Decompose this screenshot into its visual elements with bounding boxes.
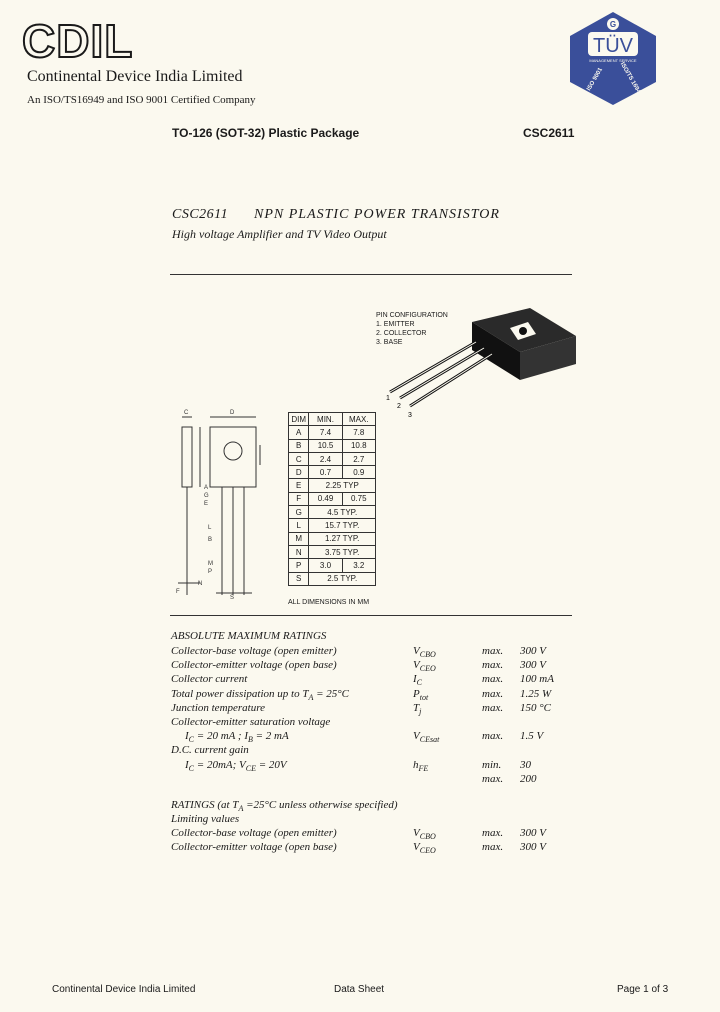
dim-letter: A bbox=[289, 426, 309, 439]
rating-value: 100 mA bbox=[520, 673, 554, 686]
rating-parameter: Collector-emitter voltage (open base) bbox=[171, 659, 337, 672]
rating-parameter: D.C. current gain bbox=[171, 744, 249, 757]
dim-label-a: A bbox=[204, 485, 209, 491]
dim-typical: 2.5 TYP. bbox=[309, 572, 376, 585]
tuv-certification-badge bbox=[568, 10, 658, 106]
rating-limit: max. bbox=[482, 730, 504, 743]
rating-parameter: Collector-base voltage (open emitter) bbox=[171, 827, 337, 840]
dimension-table-header bbox=[289, 413, 376, 426]
dim-header-max: MAX. bbox=[342, 413, 375, 426]
rating-limit: max. bbox=[482, 687, 504, 700]
rating-symbol: $T_j$ bbox=[413, 701, 422, 716]
footer-page-number: Page 1 of 3 bbox=[617, 984, 669, 995]
dimension-row bbox=[289, 559, 376, 572]
dimension-row bbox=[289, 572, 376, 585]
rating-parameter: $I_C = 20mA$; $V_{CE} = 20V$ bbox=[185, 758, 287, 773]
header-part-number: CSC2611 bbox=[523, 126, 575, 140]
dim-max: 3.2 bbox=[342, 559, 375, 572]
rating-value: 300 V bbox=[520, 827, 546, 840]
rating-value: 1.5 V bbox=[520, 730, 544, 743]
ratings-heading: RATINGS (at $T_A =25^\circ C$ unless otherwise specified) bbox=[171, 799, 398, 814]
dim-max: 2.7 bbox=[342, 452, 375, 465]
dim-min: 0.49 bbox=[309, 492, 342, 505]
dim-label-g: G bbox=[204, 493, 209, 499]
rating-symbol: $h_{FE}$ bbox=[413, 758, 429, 773]
dim-letter: E bbox=[289, 479, 309, 492]
title-description: NPN PLASTIC POWER TRANSISTOR bbox=[254, 207, 500, 222]
rating-parameter: $I_C = 20$ mA ; $I_B = 2$ mA bbox=[185, 730, 289, 745]
package-3d-drawing bbox=[380, 300, 580, 430]
rating-symbol: $V_{CEO}$ bbox=[413, 841, 436, 856]
dim-letter: L bbox=[289, 519, 309, 532]
dim-typical: 4.5 TYP. bbox=[309, 506, 376, 519]
rating-value: 200 bbox=[520, 772, 537, 785]
dim-max: 0.9 bbox=[342, 466, 375, 479]
rating-value: 300 V bbox=[520, 659, 546, 672]
dim-max: 0.75 bbox=[342, 492, 375, 505]
rating-symbol: $V_{CBO}$ bbox=[413, 645, 436, 660]
dim-typical: 15.7 TYP. bbox=[309, 519, 376, 532]
rating-parameter: Limiting values bbox=[171, 813, 240, 825]
rating-row bbox=[0, 841, 720, 855]
rating-symbol: $I_C$ bbox=[413, 673, 423, 688]
dimension-note: ALL DIMENSIONS IN MM bbox=[288, 599, 370, 606]
dimension-row bbox=[289, 466, 376, 479]
dim-label-m: M bbox=[208, 561, 213, 567]
dim-letter: D bbox=[289, 466, 309, 479]
dimension-row bbox=[289, 506, 376, 519]
dimension-row bbox=[289, 452, 376, 465]
rating-limit: max. bbox=[482, 673, 504, 686]
rating-row bbox=[0, 813, 720, 827]
dim-typical: 3.75 TYP. bbox=[309, 545, 376, 558]
dim-letter: G bbox=[289, 506, 309, 519]
dim-max: 7.8 bbox=[342, 426, 375, 439]
dimension-row bbox=[289, 519, 376, 532]
rating-parameter: Collector-base voltage (open emitter) bbox=[171, 645, 337, 657]
rating-row bbox=[0, 716, 720, 730]
svg-text:G: G bbox=[609, 20, 617, 29]
rating-parameter: Total power dissipation up to $T_A = 25^\circ C$ bbox=[171, 687, 349, 702]
pin-config-heading: PIN CONFIGURATION bbox=[376, 312, 448, 319]
dim-label-c: C bbox=[184, 410, 189, 416]
badge-isots16949: ISO/TS 16949 bbox=[618, 61, 643, 98]
rating-value: 30 bbox=[520, 758, 531, 771]
rating-parameter: Collector current bbox=[171, 673, 248, 686]
rating-parameter: Junction temperature bbox=[171, 701, 265, 714]
lead-number-3: 3 bbox=[408, 412, 412, 419]
title-subtitle: High voltage Amplifier and TV Video Output bbox=[172, 227, 387, 241]
pin-2: 2. COLLECTOR bbox=[376, 330, 427, 337]
badge-subtitle: MANAGEMENT SERVICE bbox=[589, 58, 637, 63]
dim-label-f: F bbox=[176, 589, 180, 595]
abs-max-heading: ABSOLUTE MAXIMUM RATINGS bbox=[171, 630, 327, 642]
dim-letter: B bbox=[289, 439, 309, 452]
dimension-drawing bbox=[170, 405, 270, 600]
rating-symbol: $P_{tot}$ bbox=[413, 687, 429, 702]
dim-letter: P bbox=[289, 559, 309, 572]
dim-typical: 1.27 TYP. bbox=[309, 532, 376, 545]
badge-iso9001: ISO 9001 bbox=[586, 67, 605, 92]
dimension-row bbox=[289, 492, 376, 505]
dim-min: 3.0 bbox=[309, 559, 342, 572]
dim-min: 0.7 bbox=[309, 466, 342, 479]
dimension-row bbox=[289, 426, 376, 439]
rating-limit: max. bbox=[482, 659, 504, 672]
rating-value: 300 V bbox=[520, 841, 546, 854]
rating-value: 150 °C bbox=[520, 701, 551, 714]
dimension-row bbox=[289, 545, 376, 558]
rating-limit: max. bbox=[482, 701, 504, 714]
rating-limit: max. bbox=[482, 772, 504, 785]
rating-row bbox=[0, 702, 720, 716]
dim-letter: N bbox=[289, 545, 309, 558]
dim-label-b: B bbox=[208, 537, 213, 543]
rating-row bbox=[0, 645, 720, 659]
dim-label-e: E bbox=[204, 501, 209, 507]
rating-row bbox=[0, 673, 720, 687]
dimension-row bbox=[289, 479, 376, 492]
dim-min: 7.4 bbox=[309, 426, 342, 439]
dim-typical: 2.25 TYP bbox=[309, 479, 376, 492]
rating-row bbox=[0, 730, 720, 744]
dim-label-l: L bbox=[208, 525, 212, 531]
package-name: TO-126 (SOT-32) Plastic Package bbox=[172, 126, 360, 140]
rating-symbol: $V_{CEO}$ bbox=[413, 659, 436, 674]
dim-header-dim: DIM bbox=[289, 413, 309, 426]
rating-parameter: Collector-emitter saturation voltage bbox=[171, 716, 331, 728]
divider-bottom bbox=[170, 615, 572, 616]
rating-limit: max. bbox=[482, 645, 504, 657]
dim-letter: M bbox=[289, 532, 309, 545]
pin-3: 3. BASE bbox=[376, 339, 403, 346]
certification-line: An ISO/TS16949 and ISO 9001 Certified Company bbox=[27, 94, 256, 106]
dim-label-s: S bbox=[230, 595, 235, 600]
company-logo: CDIL bbox=[22, 15, 134, 67]
lead-number-2: 2 bbox=[397, 403, 401, 410]
rating-row bbox=[0, 744, 720, 758]
title-part-number: CSC2611 bbox=[172, 207, 229, 222]
dimension-row bbox=[289, 439, 376, 452]
rating-limit: min. bbox=[482, 758, 502, 771]
pin-1: 1. EMITTER bbox=[376, 321, 415, 328]
dimension-table bbox=[288, 412, 376, 586]
dim-label-p: P bbox=[208, 569, 213, 575]
rating-symbol: $V_{CEsat}$ bbox=[413, 730, 440, 745]
footer-doc-type: Data Sheet bbox=[334, 984, 385, 995]
dimension-row bbox=[289, 532, 376, 545]
rating-symbol: $V_{CBO}$ bbox=[413, 827, 436, 842]
rating-row bbox=[0, 827, 720, 841]
rating-row bbox=[0, 759, 720, 773]
dim-label-n: N bbox=[198, 581, 203, 587]
company-name: Continental Device India Limited bbox=[27, 68, 243, 85]
rating-limit: max. bbox=[482, 841, 504, 854]
footer-company: Continental Device India Limited bbox=[52, 984, 196, 995]
dim-letter: F bbox=[289, 492, 309, 505]
lead-number-1: 1 bbox=[386, 395, 390, 402]
rating-row bbox=[0, 688, 720, 702]
rating-parameter: Collector-emitter voltage (open base) bbox=[171, 841, 337, 854]
dim-min: 10.5 bbox=[309, 439, 342, 452]
dim-label-d: D bbox=[230, 410, 235, 416]
rating-row bbox=[0, 659, 720, 673]
dim-header-min: MIN. bbox=[309, 413, 342, 426]
badge-title: TÜV bbox=[593, 35, 633, 57]
dim-letter: S bbox=[289, 572, 309, 585]
rating-value: 300 V bbox=[520, 645, 546, 657]
rating-row bbox=[0, 773, 720, 787]
rating-value: 1.25 W bbox=[520, 687, 552, 700]
rating-limit: max. bbox=[482, 827, 504, 840]
dim-max: 10.8 bbox=[342, 439, 375, 452]
dim-min: 2.4 bbox=[309, 452, 342, 465]
dim-letter: C bbox=[289, 452, 309, 465]
divider-top bbox=[170, 274, 572, 275]
